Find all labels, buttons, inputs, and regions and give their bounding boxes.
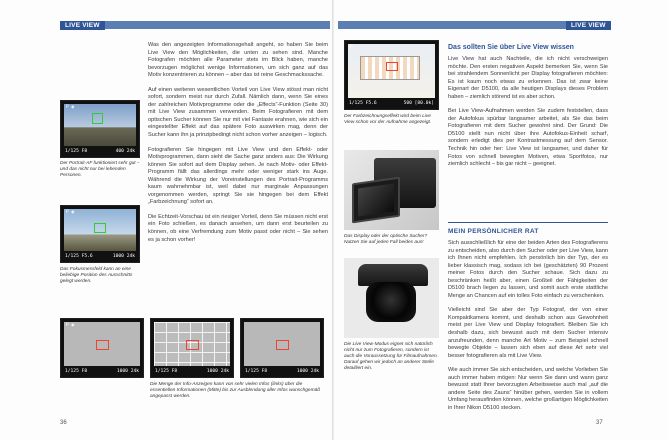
lcd-status-bar: [155, 368, 229, 375]
lcd-status-bar: [349, 100, 434, 107]
caption-focus-point: Das Fokusmessfeld kann an eine beliebige Position des Ausschnitts gelegt werden.: [60, 267, 133, 284]
paragraph: Auf einen weiteren wesentlichen Vorteil von Live View stösst man nicht sofort, sondern meist nur durch Zufall. Nämlich dann, wenn Sie eines der zahlreichen Motivprogramme oder die „Effects“-Funktion (Seite 30) mit Live View zusammen verwenden. Beim Fotografieren mit dem optischen Sucher können Sie nur mit viel Fantasie erahnen, wie sich ein eingestellter Effekt auf das spätere Foto auswirken mag, denn der Sucher kann ihn ja prinzipbedingt nicht schon vorher anzeigen – logisch.: [148, 86, 328, 139]
lcd-iso-shots: 1000 24k: [116, 369, 139, 374]
grid-scene: [154, 322, 230, 366]
right-body-text: [448, 56, 608, 176]
lcd-info-minimal: [240, 318, 324, 378]
lcd-color-sketch: [344, 40, 439, 110]
grey-scene: [64, 322, 140, 366]
lcd-status-bar: [245, 368, 319, 375]
paragraph: Was den angezeigten Informationsgehalt angeht, so haben Sie beim Live View den Möglichkeiten, die unten zu sehen sind. Manche Fotografen möchten alle Parameter stets im Blick haben, manche bevorzugen möglichst wenige Informationen, um sich ganz auf das Motiv konzentrieren zu können – aber das ist reine Geschmackssache.: [148, 42, 328, 79]
lcd-iso-shots: 500 [80.0k]: [403, 101, 434, 106]
paragraph: Die Echtzeit-Vorschau ist ein riesiger Vorteil, denn Sie müssen nicht erst ein Foto schießen, es danach ansehen, um dann erst beurteilen zu können, ob eine Verfremdung zum Motiv passt oder nicht – Sie sehen es ja schon vorher!: [148, 213, 328, 243]
tip-body-text: [448, 240, 608, 419]
lcd-exposure: 1/125 F8: [155, 369, 178, 374]
caption-info-levels: Die Menge der Info-Anzeigen kann von sehr vielen Infos (links) über die essentiellen Informationen (Mitte) bis zur Ausblendung aller Infos wunschgemäß angepasst werden.: [150, 382, 321, 399]
camera-display-photo: [344, 150, 439, 230]
page-number-left: 36: [60, 420, 67, 426]
landscape-scene: [64, 209, 136, 251]
tip-heading: MEIN PERSÖNLICHER RAT: [448, 228, 539, 235]
tip-divider: [448, 222, 608, 223]
paragraph: Vielleicht sind Sie aber der Typ Fotograf, der von einer Kompaktkamera kommt, und deshalb schon aus Gewohnheit meist per Live View und Display fotografiert. Bleiben Sie ich deshalb dazu, sich bewusst auch mit dem Sucher intensiv anzufreunden, denn manche Art Motiv – zum Beispiel schnell bewegte Objekte – lassen sich eben auf diese Art sehr viel besser fotografieren als mit Live View.: [448, 307, 608, 359]
right-header-label: LIVE VIEW: [566, 21, 611, 30]
page-number-right: 37: [596, 420, 603, 426]
lcd-focus-point: [60, 205, 140, 263]
lcd-top-icons: P: [350, 45, 353, 50]
paragraph: Bei Live View-Aufnahmen werden Sie zudem feststellen, dass der Autofokus spürbar langsamer arbeitet, als Sie das beim Fotografieren mit dem Sucher gewohnt sind. Der Grund: Die D5100 stellt nun nicht über ihre Autofokus-Einheit scharf, sondern erledigt dies per Kontrastmessung auf dem Sensor. Technik hin oder her: Live View ist langsamer, und daher für Fotos von schnell bewegten Motiven, etwa Sportfotos, nur ziemlich schlecht – bis gar nicht – geeignet.: [448, 108, 608, 168]
caption-display-or-viewfinder: Das Display oder der optische Sucher? Nutzen Sie auf jeden Fall beides aus!: [344, 234, 428, 245]
viewfinder-eyecup: [366, 282, 416, 322]
paragraph: Live View hat auch Nachteile, die ich nicht verschweigen möchte. Den ersten negativen Aspekt bemerken Sie, wenn Sie bei strahlendem Sonnenlicht per Display fotografieren möchten: Es ist kaum noch etwas zu erkennen. Das ist zwar keine Eigenart der D5100, da alle heutigen Displays dieses Problem haben – ziemlich störend ist es aber schon.: [448, 56, 608, 100]
left-header-label: LIVE VIEW: [60, 21, 105, 30]
camera-viewfinder-photo: [344, 258, 439, 338]
lcd-info-full: [60, 318, 144, 378]
lcd-exposure: 1/125 F8: [65, 369, 88, 374]
grey-scene: [244, 322, 320, 366]
lcd-iso-shots: 1000 24k: [206, 369, 229, 374]
statue-scene: [64, 104, 136, 146]
lcd-exposure: 1/125 F8: [245, 369, 268, 374]
display-glass: [358, 183, 394, 216]
lcd-top-icons: P ◉: [66, 105, 75, 110]
lcd-iso-shots: 1000 24k: [296, 369, 319, 374]
left-body-text: [148, 42, 328, 251]
lcd-exposure: 1/125 F5.6: [349, 101, 377, 106]
lcd-status-bar: [65, 148, 135, 155]
lcd-top-icons: P ◉: [66, 210, 75, 215]
face-detect-frame: [92, 113, 103, 124]
section-heading: Das sollten Sie über Live View wissen: [448, 44, 574, 51]
focus-point-frame: [276, 340, 289, 350]
lcd-info-grid: [150, 318, 234, 378]
focus-point-frame: [386, 62, 398, 71]
focus-point-frame: [94, 223, 106, 233]
caption-live-view-mode: Die Live View-Modus eignet sich natürlich nicht nur zum Fotografieren, sondern ist auch die Voraussetzung für Filmaufnahmen. Darauf gehen wir jedoch an anderer Stelle detailliert ein.: [344, 342, 438, 371]
sketch-scene: [348, 44, 435, 98]
focus-point-frame: [186, 340, 199, 350]
paragraph: Wie auch immer Sie sich entscheiden, und welche Vorlieben Sie auch immer haben mögen: Nur wenn Sie dann und wann ganz bewusst statt Ihrer bevorzugten Arbeitsweise auch mal „auf die andere Seite des Zauns“ hinüber gehen, werden Sie in vollem Umfang herausfinden können, welche großartigen Möglichkeiten in Ihrer Nikon D5100 stecken.: [448, 367, 608, 411]
lcd-iso-shots: 400 24k: [115, 149, 135, 154]
lcd-portrait-af: [60, 100, 140, 158]
lcd-exposure: 1/125 F5.6: [65, 254, 93, 259]
swivel-display: [352, 177, 400, 224]
lcd-status-bar: [65, 368, 139, 375]
paragraph: Fotografieren Sie hingegen mit Live View und den Effekt- oder Motivprogrammen, dann sieht die Sache ganz anders aus: Die Wirkung können Sie sofort auf dem Display sehen. Je nach Motiv- oder Effekt-Programm fällt das allerdings mehr oder weniger stark ins Auge. Während die Wirkung der Voreinstellungen des Portrait-Programms kaum wahrnehmbar ist, weil dabei nur marginale Anpassungen vorgenommen werden, springt Sie sie hingegen bei dem Effekt „Farbzeichnung“ sofort an.: [148, 146, 328, 206]
caption-color-sketch: Der Farbzeichnungseffekt wird beim Live View schon vor der Aufnahme angezeigt.: [344, 114, 432, 125]
lcd-status-bar: [65, 253, 135, 260]
paragraph: Sich ausschließlich für eine der beiden Arten des Fotografierens zu entscheiden, also durch den Sucher oder per Live View, kann ich Ihnen nicht empfehlen. Ich persönlich bin der Typ, der es lieber klassisch mag, sodass ich bei (geschätzten) 90 Prozent meiner Fotos durch den Sucher schaue. Sich dazu zu beschränken heißt aber, einen Großteil der Fähigkeiten der D5100 brach liegen zu lassen, und somit auch erste stattliche Menge an Chancen auf ein tolles Foto einfach zu verschenken.: [448, 240, 608, 299]
lcd-exposure: 1/125 F8: [65, 149, 88, 154]
caption-portrait-af: Der Portrait-AF funktioniert sehr gut – und das nicht nur bei lebenden Personen.: [60, 161, 140, 178]
lcd-iso-shots: 1000 24k: [112, 254, 135, 259]
focus-point-frame: [96, 340, 109, 350]
lcd-top-icons: P ◉: [66, 323, 75, 328]
right-page: [334, 0, 668, 440]
